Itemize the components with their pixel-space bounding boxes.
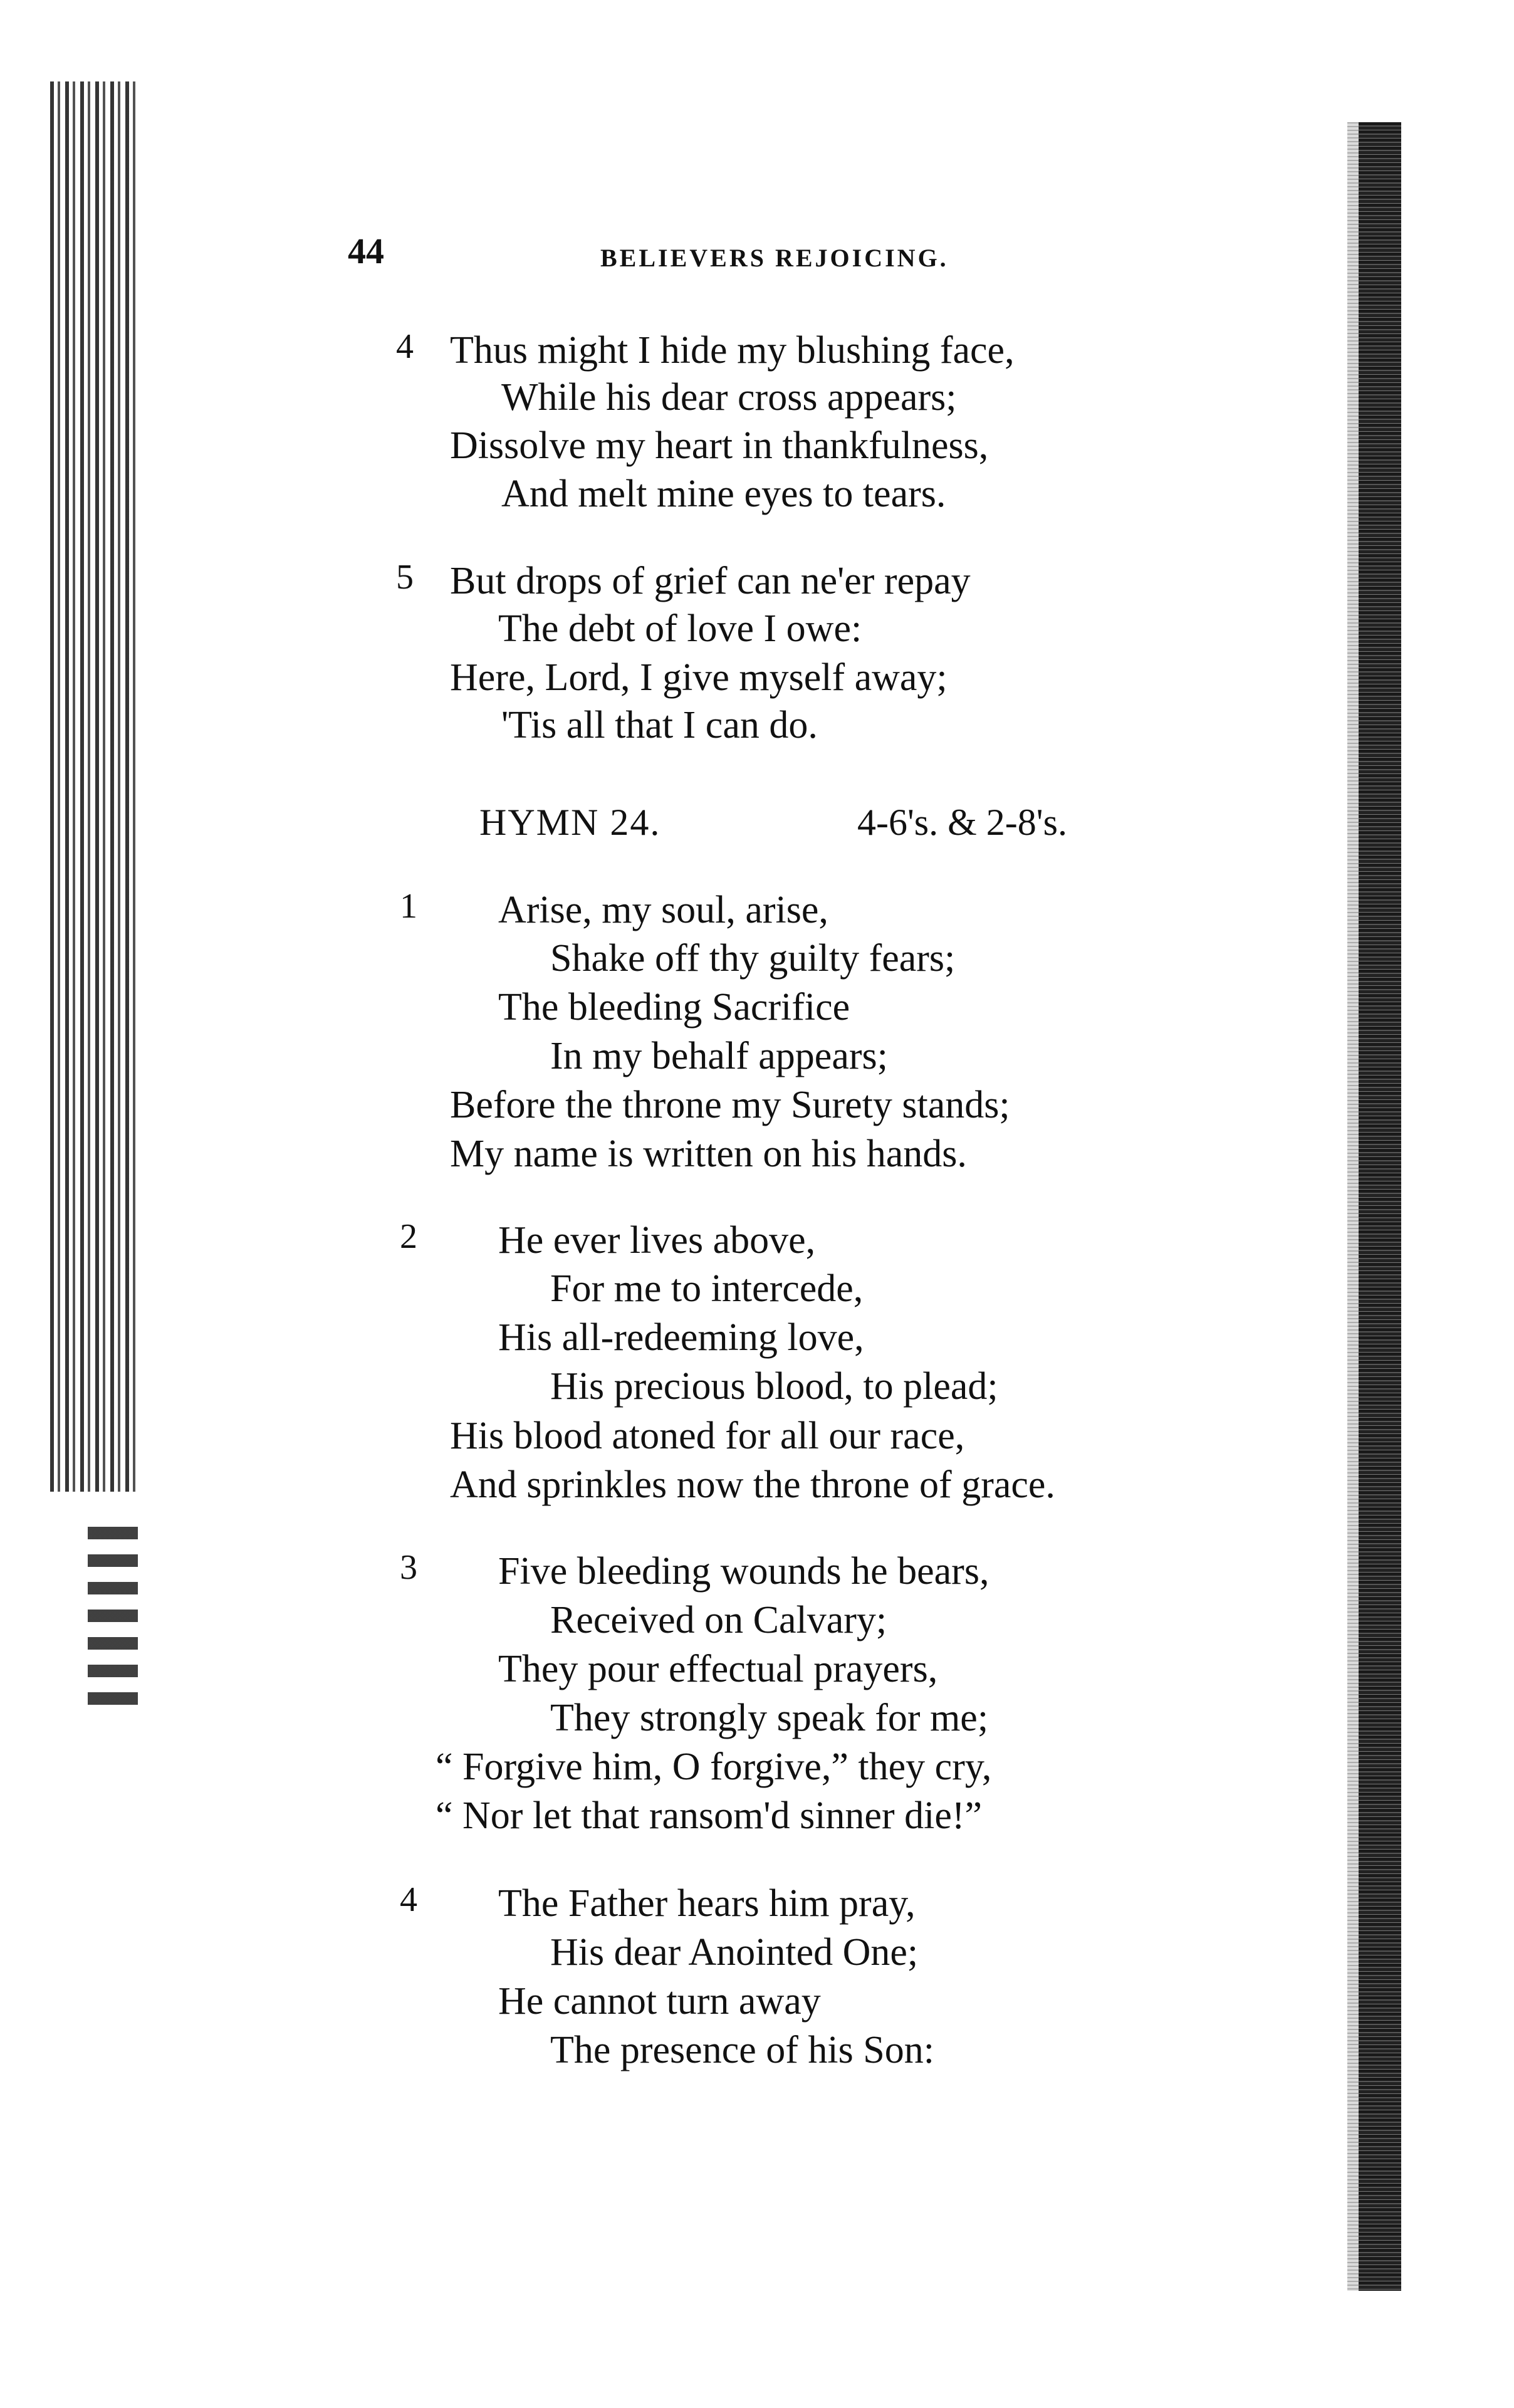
verse-line: They pour effectual prayers, bbox=[498, 1648, 938, 1690]
verse-line: Dissolve my heart in thankfulness, bbox=[450, 424, 989, 467]
stanza-number: 5 bbox=[396, 558, 414, 597]
verse-line: Here, Lord, I give myself away; bbox=[450, 656, 948, 699]
verse-line: Before the throne my Surety stands; bbox=[450, 1084, 1010, 1126]
verse-line: My name is written on his hands. bbox=[450, 1133, 967, 1175]
stanza-number: 4 bbox=[400, 1880, 417, 1919]
verse-line: Thus might I hide my blushing face, bbox=[450, 329, 1015, 372]
verse-line: Five bleeding wounds he bears, bbox=[498, 1550, 989, 1593]
page-number: 44 bbox=[348, 231, 384, 271]
verse-line: Shake off thy guilty fears; bbox=[550, 937, 956, 980]
verse-line: And sprinkles now the throne of grace. bbox=[450, 1463, 1055, 1506]
verse-line: His blood atoned for all our race, bbox=[450, 1415, 965, 1457]
stanza-number: 4 bbox=[396, 327, 414, 366]
hymn-title: HYMN 24. bbox=[479, 802, 661, 843]
verse-line: The presence of his Son: bbox=[550, 2029, 934, 2071]
verse-line: And melt mine eyes to tears. bbox=[501, 473, 946, 515]
verse-line: They strongly speak for me; bbox=[550, 1697, 989, 1739]
verse-line: His all-redeeming love, bbox=[498, 1316, 864, 1359]
verse-line: Arise, my soul, arise, bbox=[498, 889, 828, 931]
verse-line: His dear Anointed One; bbox=[550, 1931, 919, 1974]
stanza-number: 1 bbox=[400, 887, 417, 926]
verse-line: 'Tis all that I can do. bbox=[501, 704, 818, 746]
scan-gutter-left-lower bbox=[88, 1517, 138, 1705]
verse-line: The debt of love I owe: bbox=[498, 607, 862, 650]
verse-line: He ever lives above, bbox=[498, 1219, 816, 1262]
scan-edge-right-shade bbox=[1347, 122, 1360, 2291]
scan-edge-right bbox=[1359, 122, 1401, 2291]
verse-line: He cannot turn away bbox=[498, 1980, 821, 2023]
verse-line: Received on Calvary; bbox=[550, 1599, 887, 1641]
verse-line: “ Forgive him, O forgive,” they cry, bbox=[436, 1746, 992, 1788]
verse-line: For me to intercede, bbox=[550, 1267, 864, 1310]
hymn-meter: 4-6's. & 2-8's. bbox=[857, 802, 1067, 843]
verse-line: “ Nor let that ransom'd sinner die!” bbox=[436, 1794, 982, 1837]
verse-line: In my behalf appears; bbox=[550, 1035, 888, 1077]
verse-line: The Father hears him pray, bbox=[498, 1882, 916, 1925]
verse-line: His precious blood, to plead; bbox=[550, 1365, 998, 1408]
stanza-number: 2 bbox=[400, 1217, 417, 1256]
running-title: BELIEVERS REJOICING. bbox=[600, 244, 949, 272]
verse-line: The bleeding Sacrifice bbox=[498, 986, 850, 1029]
verse-line: But drops of grief can ne'er repay bbox=[450, 560, 971, 602]
verse-line: While his dear cross appears; bbox=[501, 376, 957, 419]
stanza-number: 3 bbox=[400, 1548, 417, 1587]
scan-gutter-left bbox=[50, 81, 138, 1492]
